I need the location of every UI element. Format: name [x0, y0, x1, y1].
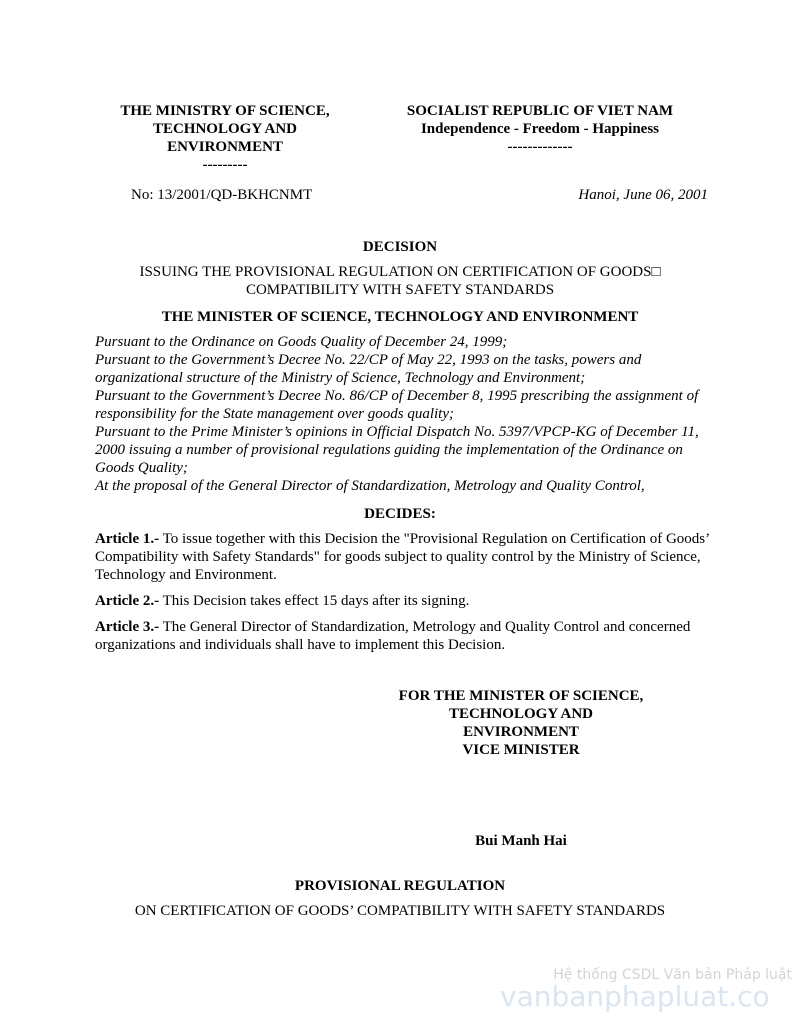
preamble — [95, 333, 717, 495]
decision-subject: ISSUING THE PROVISIONAL REGULATION ON CERTIFICATION OF GOODS□ COMPATIBILITY WITH SAFETY STANDARDS — [139, 264, 661, 298]
signer-name: Bui Manh Hai — [475, 833, 567, 849]
preamble-item: Pursuant to the Prime Minister’s opinions in Official Dispatch No. 5397/VPCP-KG of December 11, 2000 issuing a number of provisional regulations guiding the implementation of the Ordinance on Goods Quality; — [95, 424, 699, 476]
article-label: Article 3.- — [95, 619, 160, 635]
decides-heading: DECIDES: — [364, 506, 436, 522]
article-label: Article 2.- — [95, 593, 160, 609]
decision-title: DECISION — [362, 239, 438, 255]
article — [95, 530, 713, 584]
ministry-name: THE MINISTRY OF SCIENCE, TECHNOLOGY AND ENVIRONMENT — [120, 103, 330, 155]
article — [95, 618, 713, 654]
preamble-item: At the proposal of the General Director of Standardization, Metrology and Quality Control, — [95, 478, 645, 494]
watermark-caption: Hệ thống CSDL Văn bản Pháp luật — [553, 967, 792, 983]
article-text: The General Director of Standardization, Metrology and Quality Control and concerned organizations and individuals shall have to implement this Decision. — [95, 619, 691, 653]
article-text: This Decision takes effect 15 days after its signing. — [159, 593, 470, 609]
watermark-site: vanbanphapluat.co — [500, 980, 770, 1013]
preamble-item: Pursuant to the Government’s Decree No. 86/CP of December 8, 1995 prescribing the assignment of responsibility for the State management over goods quality; — [95, 388, 699, 422]
ministry-separator: --------- — [202, 157, 248, 173]
preamble-item: Pursuant to the Government’s Decree No. 22/CP of May 22, 1993 on the tasks, powers and organizational structure of the Ministry of Science, Technology and Environment; — [95, 352, 642, 386]
preamble-item: Pursuant to the Ordinance on Goods Quality of December 24, 1999; — [95, 334, 508, 350]
article — [95, 592, 713, 610]
article-text: To issue together with this Decision the "Provisional Regulation on Certification of Goods’ Compatibility with Safety Standards" for goods subject to quality control by the Ministry of Science, Technology and Environment. — [95, 531, 709, 583]
regulation-subtitle: ON CERTIFICATION OF GOODS’ COMPATIBILITY WITH SAFETY STANDARDS — [134, 903, 666, 919]
decision-issuer: THE MINISTER OF SCIENCE, TECHNOLOGY AND ENVIRONMENT — [161, 309, 639, 325]
document-date: Hanoi, June 06, 2001 — [578, 187, 708, 203]
regulation-title: PROVISIONAL REGULATION — [294, 878, 506, 894]
country-motto: Independence - Freedom - Happiness — [420, 121, 660, 137]
article-label: Article 1.- — [95, 531, 160, 547]
document-number: No: 13/2001/QD-BKHCNMT — [131, 187, 313, 203]
country-separator: ------------- — [507, 139, 573, 155]
signature-block: FOR THE MINISTER OF SCIENCE, TECHNOLOGY AND ENVIRONMENT VICE MINISTER — [398, 688, 644, 758]
country-name: SOCIALIST REPUBLIC OF VIET NAM — [406, 103, 674, 119]
